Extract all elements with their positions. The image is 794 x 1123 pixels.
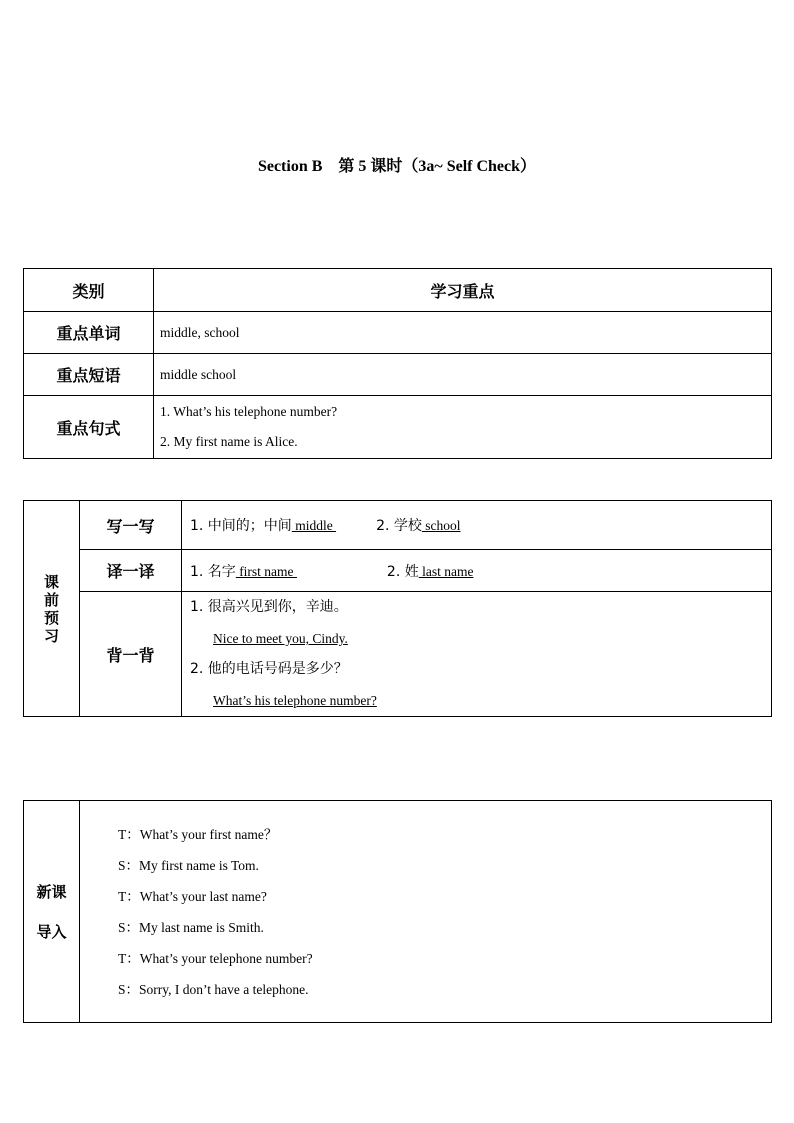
answer-blank: last name — [418, 563, 474, 579]
write-label: 写一写 — [80, 501, 182, 550]
focus-table — [23, 268, 772, 459]
row-content-words: middle, school — [154, 312, 772, 354]
header-focus: 学习重点 — [154, 269, 772, 312]
recite-label: 背一背 — [80, 592, 182, 717]
answer-blank: Nice to meet you, Cindy. — [213, 631, 348, 646]
row-label-sentences: 重点句式 — [24, 396, 154, 459]
dialog-line: T：What’s your first name？ — [118, 826, 278, 842]
answer-blank: school — [421, 518, 461, 533]
dialog-line: S：Sorry, I don’t have a telephone. — [118, 981, 309, 997]
translate-content: 1. 名字 first name 2. 姓 last name — [182, 550, 772, 592]
answer-blank: What’s his telephone number? — [213, 693, 377, 708]
answer-blank: middle — [291, 518, 337, 533]
row-content-sentences — [154, 396, 772, 459]
dialog-content — [80, 801, 772, 1023]
preview-table — [23, 500, 772, 717]
dialog-line: T：What’s your last name? — [118, 888, 267, 904]
page-title: Section B 第 5 课时（3a~ Self Check） — [257, 158, 537, 175]
table-row — [24, 312, 772, 354]
row-content-phrases: middle school — [154, 354, 772, 396]
translate-label: 译一译 — [80, 550, 182, 592]
dialog-line: S：My first name is Tom. — [118, 857, 259, 873]
preview-side-label: 课 前 预 习 — [24, 501, 80, 717]
table-row — [24, 354, 772, 396]
dialog-line: S：My last name is Smith. — [118, 919, 264, 935]
dialog-line: T：What’s your telephone number? — [118, 950, 313, 966]
sentence-line: 2. My first name is Alice. — [160, 434, 298, 449]
intro-table — [23, 800, 772, 1023]
row-label-words: 重点单词 — [24, 312, 154, 354]
row-label-phrases: 重点短语 — [24, 354, 154, 396]
write-content: 1. 中间的；中间 middle 2. 学校 school — [182, 501, 772, 550]
sentence-line: 1. What’s his telephone number? — [160, 404, 338, 419]
recite-content: 1. 很高兴见到你，辛迪。 Nice to meet you, Cindy. 2. 他的电话号码是多少？ What’s his telephone number? — [182, 592, 772, 717]
table-row — [24, 396, 772, 459]
intro-side-label: 新课 导入 — [24, 801, 80, 1023]
table-header-row — [24, 269, 772, 312]
header-category: 类别 — [24, 269, 154, 312]
answer-blank: first name — [235, 563, 297, 579]
